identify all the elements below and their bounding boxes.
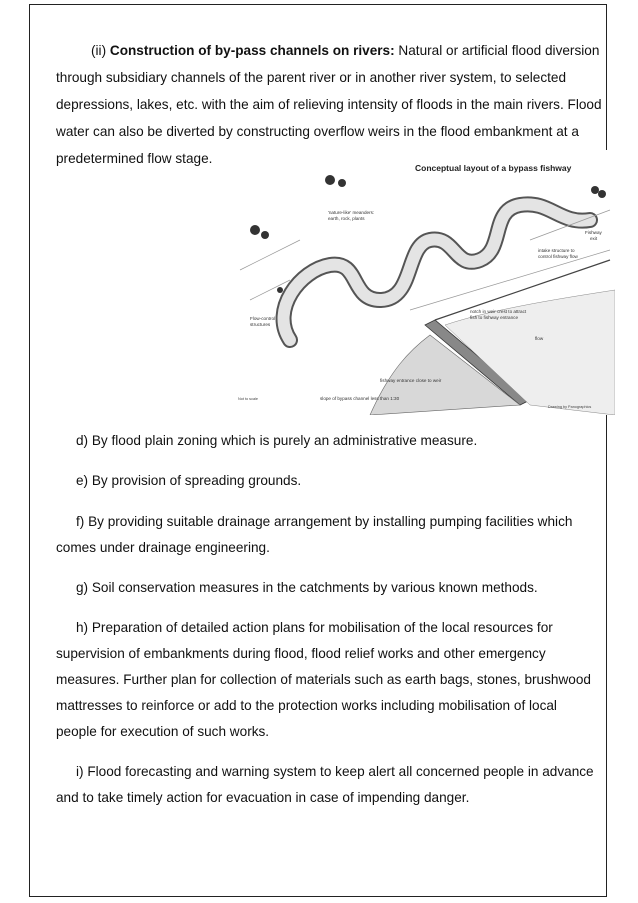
paragraph-g — [56, 575, 616, 600]
figure-title: Conceptual layout of a bypass fishway — [415, 163, 572, 173]
text-line: f) By providing suitable drainage arrangement by installing pumping facilities which — [76, 514, 573, 529]
label-fishway-exit-2: exit — [590, 236, 598, 241]
text-line: Natural or artificial flood diversion — [394, 43, 600, 58]
fishway-diagram — [230, 150, 615, 415]
paragraph-bypass-channels — [56, 38, 616, 63]
label-not-to-scale: Not to scale — [238, 397, 259, 401]
label-flow-control: Flow-control — [250, 316, 276, 321]
label-fishway-exit: Fishway — [585, 230, 602, 235]
text-line: e) By provision of spreading grounds. — [76, 473, 302, 488]
text-line: predetermined flow stage. — [56, 151, 213, 166]
text-line: people for execution of such works. — [56, 724, 270, 739]
label-intake: intake structure to — [538, 248, 575, 253]
label-notch-2: fish to fishway entrance — [470, 315, 519, 320]
text-line: through subsidiary channels of the parent river or in another river system, to selected — [56, 70, 567, 85]
label-meanders-2: earth, rock, plants — [328, 216, 365, 221]
text-line: d) By flood plain zoning which is purely an administrative measure. — [76, 433, 478, 448]
paragraph-h — [56, 615, 616, 640]
text-line: water can also be diverted by constructing overflow weirs in the flood embankment at a — [56, 124, 579, 139]
label-flow: flow — [535, 336, 544, 341]
label-meanders: 'nature-like' meanders: — [328, 210, 375, 215]
label-intake-2: control fishway flow — [538, 254, 578, 259]
label-notch: notch in weir crest to attract — [470, 309, 527, 314]
label-flow-control-2: structures — [250, 322, 271, 327]
label-slope: slope of bypass channel less than 1:30 — [320, 396, 400, 401]
item-number: (ii) — [91, 43, 110, 58]
paragraph-d — [56, 428, 616, 453]
bypass-fishway-figure — [230, 150, 615, 415]
text-line: measures. Further plan for collection of materials such as earth bags, stones, brushwood — [56, 672, 591, 687]
label-drawing-credit: Drawing by Panographics — [548, 405, 592, 409]
paragraph-e — [56, 468, 616, 493]
bypass-heading: Construction of by-pass channels on rivers: — [109, 43, 395, 58]
text-line: mattresses to reinforce or add to the protection works including mobilisation of local — [56, 698, 557, 713]
text-line: h) Preparation of detailed action plans for mobilisation of the local resources for — [76, 620, 553, 635]
paragraph-f — [56, 509, 616, 534]
text-line: i) Flood forecasting and warning system to keep alert all concerned people in advance — [76, 764, 594, 779]
text-line: comes under drainage engineering. — [56, 540, 270, 555]
text-line: and to take timely action for evacuation in case of impending danger. — [56, 790, 470, 805]
paragraph-i — [56, 759, 616, 784]
text-line: g) Soil conservation measures in the catchments by various known methods. — [76, 580, 538, 595]
text-line: depressions, lakes, etc. with the aim of relieving intensity of floods in the main rivers. Flood — [56, 97, 602, 112]
label-entrance: fishway entrance close to weir — [380, 378, 442, 383]
text-line: supervision of embankments during flood, flood relief works and other emergency — [56, 646, 546, 661]
